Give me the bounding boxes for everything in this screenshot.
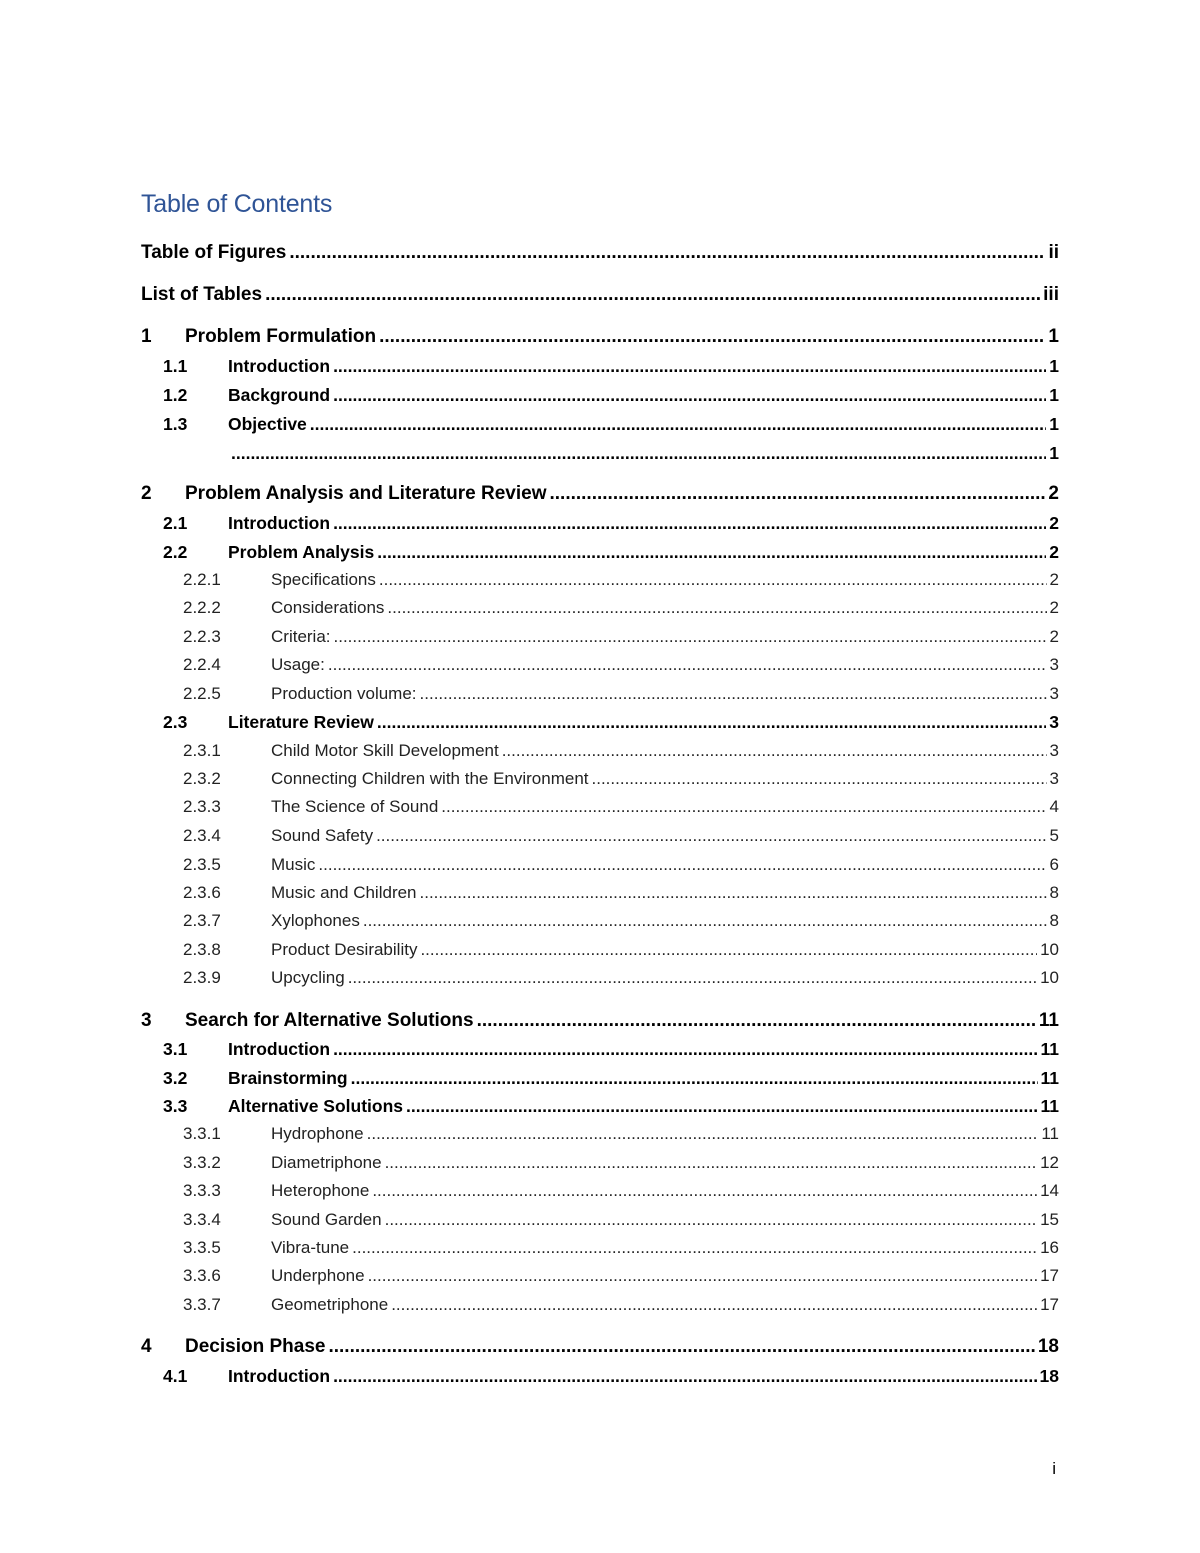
toc-entry-number: 2.2.3 <box>183 627 221 646</box>
toc-entry-page: 14 <box>1040 1181 1059 1200</box>
toc-entry-label: Connecting Children with the Environment <box>271 769 589 788</box>
toc-entry[interactable] <box>141 284 1059 306</box>
toc-dot-leader <box>348 968 1037 988</box>
toc-entry-page: 3 <box>1049 741 1059 760</box>
toc-entry[interactable] <box>141 1068 1059 1089</box>
toc-entry[interactable] <box>141 1181 1059 1201</box>
toc-dot-leader <box>391 1295 1037 1315</box>
toc-entry-page: 2 <box>1048 483 1059 504</box>
toc-entry-page: 2 <box>1049 542 1059 562</box>
toc-entry-number: 1.2 <box>163 385 188 405</box>
toc-entry-page: ii <box>1048 242 1059 263</box>
toc-entry-number: 2.2.5 <box>183 684 221 703</box>
toc-dot-leader <box>328 655 1047 675</box>
toc-entry-number: 3.3.5 <box>183 1238 221 1257</box>
toc-entry-number: 2 <box>141 483 152 504</box>
toc-entry[interactable] <box>141 326 1059 348</box>
toc-dot-leader <box>289 242 1045 264</box>
toc-dot-leader <box>333 513 1046 534</box>
toc-entry-page: 11 <box>1040 1068 1059 1088</box>
toc-entry-page: 15 <box>1040 1210 1059 1229</box>
toc-entry[interactable] <box>141 968 1059 988</box>
toc-entry-number: 3.2 <box>163 1068 188 1088</box>
toc-entry-page: 8 <box>1049 883 1059 902</box>
toc-entry-label: Music <box>271 855 316 874</box>
toc-entry-page: 18 <box>1037 1336 1059 1357</box>
toc-entry-number: 2.3.4 <box>183 826 221 845</box>
toc-entry-page: 3 <box>1049 712 1059 732</box>
toc-entry-number: 3.3.6 <box>183 1266 221 1285</box>
toc-dot-leader <box>231 443 1046 464</box>
toc-entry[interactable] <box>141 570 1059 590</box>
toc-entry-label: Music and Children <box>271 883 417 902</box>
toc-dot-leader <box>549 483 1045 505</box>
toc-entry-number: 2.3.1 <box>183 741 221 760</box>
toc-dot-leader <box>352 1238 1037 1258</box>
toc-entry-number: 2.2.4 <box>183 655 221 674</box>
toc-title: Table of Contents <box>141 190 333 218</box>
toc-entry-label: Usage: <box>271 655 325 674</box>
toc-entry-label: Upcycling <box>271 968 345 987</box>
toc-entry-label: Diametriphone <box>271 1153 382 1172</box>
toc-entry-page: 2 <box>1049 513 1059 533</box>
toc-dot-leader <box>367 1124 1039 1144</box>
toc-entry-label: Sound Garden <box>271 1210 382 1229</box>
toc-entry[interactable] <box>141 443 1059 464</box>
toc-entry-number: 3.3.4 <box>183 1210 221 1229</box>
toc-entry-page: 4 <box>1049 797 1059 816</box>
toc-entry-label: Problem Analysis <box>228 542 375 562</box>
toc-entry-number: 2.3.2 <box>183 769 221 788</box>
toc-dot-leader <box>351 1068 1038 1089</box>
toc-entry-page: 12 <box>1040 1153 1059 1172</box>
toc-entry-number: 4 <box>141 1336 152 1357</box>
toc-entry-number: 3.3.1 <box>183 1124 221 1143</box>
toc-entry-number: 1.1 <box>163 356 188 376</box>
toc-entry-label: Sound Safety <box>271 826 374 845</box>
toc-entry-label: Background <box>228 385 331 405</box>
toc-entry-label: Vibra-tune <box>271 1238 350 1257</box>
toc-entry[interactable] <box>141 1010 1059 1032</box>
toc-entry-label: Search for Alternative Solutions <box>185 1010 474 1031</box>
toc-dot-leader <box>420 883 1047 903</box>
toc-entry-number: 2.3.8 <box>183 940 221 959</box>
toc-entry-label: Alternative Solutions <box>228 1096 404 1116</box>
toc-entry[interactable] <box>141 1124 1059 1144</box>
toc-entry-label: Geometriphone <box>271 1295 389 1314</box>
toc-entry-page: iii <box>1043 284 1059 305</box>
toc-entry[interactable] <box>141 940 1059 960</box>
toc-entry-page: 16 <box>1040 1238 1059 1257</box>
toc-entry-label: Table of Figures <box>141 242 287 263</box>
toc-dot-leader <box>334 627 1047 647</box>
toc-entry-page: 8 <box>1049 911 1059 930</box>
toc-dot-leader <box>333 385 1046 406</box>
toc-entry[interactable] <box>141 414 1059 435</box>
toc-entry-label: Decision Phase <box>185 1336 326 1357</box>
toc-dot-leader <box>377 542 1046 563</box>
toc-entry-number: 3.1 <box>163 1039 188 1059</box>
toc-entry-page: 11 <box>1040 1039 1059 1059</box>
toc-entry-page: 10 <box>1040 940 1059 959</box>
toc-dot-leader <box>592 769 1047 789</box>
toc-entry-label: Product Desirability <box>271 940 418 959</box>
toc-entry-page: 1 <box>1049 356 1059 376</box>
toc-dot-leader <box>318 855 1046 875</box>
toc-entry-number: 3.3.7 <box>183 1295 221 1314</box>
toc-entry[interactable] <box>141 1336 1059 1358</box>
toc-dot-leader <box>376 826 1046 846</box>
toc-entry-page: 17 <box>1040 1266 1059 1285</box>
toc-entry-page: 11 <box>1041 1124 1059 1143</box>
toc-entry-page: 1 <box>1049 385 1059 405</box>
toc-entry[interactable] <box>141 1039 1059 1060</box>
toc-entry-label: Underphone <box>271 1266 365 1285</box>
toc-entry-number: 2.3.9 <box>183 968 221 987</box>
toc-entry[interactable] <box>141 542 1059 563</box>
toc-entry-number: 3 <box>141 1010 152 1031</box>
toc-entry-number: 2.2.1 <box>183 570 221 589</box>
toc-dot-leader <box>368 1266 1038 1286</box>
toc-dot-leader <box>310 414 1046 435</box>
toc-entry-number: 2.3.7 <box>183 911 221 930</box>
toc-entry-page: 10 <box>1040 968 1059 987</box>
toc-dot-leader <box>328 1336 1034 1358</box>
toc-entry-label: Problem Analysis and Literature Review <box>185 483 547 504</box>
toc-entry-page: 5 <box>1049 826 1059 845</box>
toc-entry-page: 1 <box>1049 414 1059 434</box>
toc-dot-leader <box>420 940 1037 960</box>
toc-entry-number: 2.2.2 <box>183 598 221 617</box>
toc-entry-label: Heterophone <box>271 1181 370 1200</box>
toc-entry-label: Considerations <box>271 598 385 617</box>
toc-entry-label: Introduction <box>228 513 331 533</box>
toc-dot-leader <box>333 356 1046 377</box>
toc-entry-label: Child Motor Skill Development <box>271 741 499 760</box>
toc-dot-leader <box>385 1210 1037 1230</box>
toc-entry[interactable] <box>141 1210 1059 1230</box>
toc-entry-page: 3 <box>1049 769 1059 788</box>
toc-entry[interactable] <box>141 356 1059 377</box>
toc-entry-label: Problem Formulation <box>185 326 377 347</box>
toc-dot-leader <box>379 570 1047 590</box>
toc-entry-number: 3.3.3 <box>183 1181 221 1200</box>
toc-list <box>141 0 1059 1553</box>
toc-entry[interactable] <box>141 598 1059 618</box>
toc-entry[interactable] <box>141 1238 1059 1258</box>
toc-entry[interactable] <box>141 1153 1059 1173</box>
toc-entry[interactable] <box>141 1266 1059 1286</box>
toc-entry-page: 11 <box>1038 1010 1059 1031</box>
toc-entry[interactable] <box>141 826 1059 846</box>
toc-entry-number: 2.3.3 <box>183 797 221 816</box>
toc-entry-number: 2.3.6 <box>183 883 221 902</box>
toc-entry[interactable] <box>141 883 1059 903</box>
toc-entry-page: 1 <box>1048 326 1059 347</box>
toc-entry-label: Introduction <box>228 356 331 376</box>
toc-dot-leader <box>377 712 1046 733</box>
toc-entry-page: 2 <box>1049 570 1059 589</box>
toc-entry[interactable] <box>141 1366 1059 1387</box>
toc-entry-number: 1 <box>141 326 152 347</box>
toc-entry-page: 2 <box>1049 627 1059 646</box>
toc-entry-label: Brainstorming <box>228 1068 348 1088</box>
toc-entry[interactable] <box>141 1096 1059 1117</box>
toc-entry[interactable] <box>141 627 1059 647</box>
toc-entry[interactable] <box>141 513 1059 534</box>
toc-entry-page: 18 <box>1039 1366 1059 1386</box>
toc-entry-label: Xylophones <box>271 911 360 930</box>
toc-dot-leader <box>379 326 1045 348</box>
toc-entry[interactable] <box>141 655 1059 675</box>
toc-entry-page: 17 <box>1040 1295 1059 1314</box>
toc-entry[interactable] <box>141 769 1059 789</box>
toc-dot-leader <box>441 797 1046 817</box>
toc-dot-leader <box>420 684 1047 704</box>
toc-entry-page: 6 <box>1049 855 1059 874</box>
toc-entry[interactable] <box>141 684 1059 704</box>
toc-entry-page: 3 <box>1049 684 1059 703</box>
toc-entry-number: 2.3 <box>163 712 188 732</box>
toc-entry[interactable] <box>141 1295 1059 1315</box>
toc-dot-leader <box>385 1153 1038 1173</box>
toc-entry-number: 2.1 <box>163 513 188 533</box>
toc-entry[interactable] <box>141 712 1059 733</box>
toc-entry[interactable] <box>141 741 1059 761</box>
toc-entry[interactable] <box>141 385 1059 406</box>
toc-entry-label: Objective <box>228 414 307 434</box>
toc-entry-label: Introduction <box>228 1039 331 1059</box>
toc-entry[interactable] <box>141 242 1059 264</box>
toc-entry-label: The Science of Sound <box>271 797 439 816</box>
toc-entry-number: 2.2 <box>163 542 188 562</box>
toc-entry-label: Production volume: <box>271 684 417 703</box>
toc-dot-leader <box>387 598 1046 618</box>
toc-entry-number: 3.3.2 <box>183 1153 221 1172</box>
toc-entry-number: 4.1 <box>163 1366 188 1386</box>
toc-dot-leader <box>363 911 1047 931</box>
toc-entry-number: 2.3.5 <box>183 855 221 874</box>
toc-entry-label: Criteria: <box>271 627 331 646</box>
toc-dot-leader <box>333 1366 1036 1387</box>
toc-entry-page: 2 <box>1049 598 1059 617</box>
toc-entry-label: List of Tables <box>141 284 263 305</box>
toc-entry-label: Specifications <box>271 570 376 589</box>
toc-dot-leader <box>406 1096 1037 1117</box>
toc-entry-label: Literature Review <box>228 712 374 732</box>
toc-entry-page: 3 <box>1049 655 1059 674</box>
toc-entry-page: 1 <box>1049 443 1059 463</box>
toc-entry-label: Hydrophone <box>271 1124 364 1143</box>
toc-dot-leader <box>333 1039 1037 1060</box>
toc-dot-leader <box>372 1181 1037 1201</box>
toc-entry-number: 1.3 <box>163 414 188 434</box>
toc-entry-number: 3.3 <box>163 1096 188 1116</box>
toc-entry[interactable] <box>141 855 1059 875</box>
toc-entry-page: 11 <box>1040 1096 1059 1116</box>
toc-entry-label: Introduction <box>228 1366 331 1386</box>
footer-page-number: i <box>1052 1459 1056 1478</box>
toc-dot-leader <box>477 1010 1036 1032</box>
toc-dot-leader <box>502 741 1047 761</box>
toc-entry[interactable] <box>141 797 1059 817</box>
toc-dot-leader <box>265 284 1040 306</box>
toc-entry[interactable] <box>141 483 1059 505</box>
toc-entry[interactable] <box>141 911 1059 931</box>
